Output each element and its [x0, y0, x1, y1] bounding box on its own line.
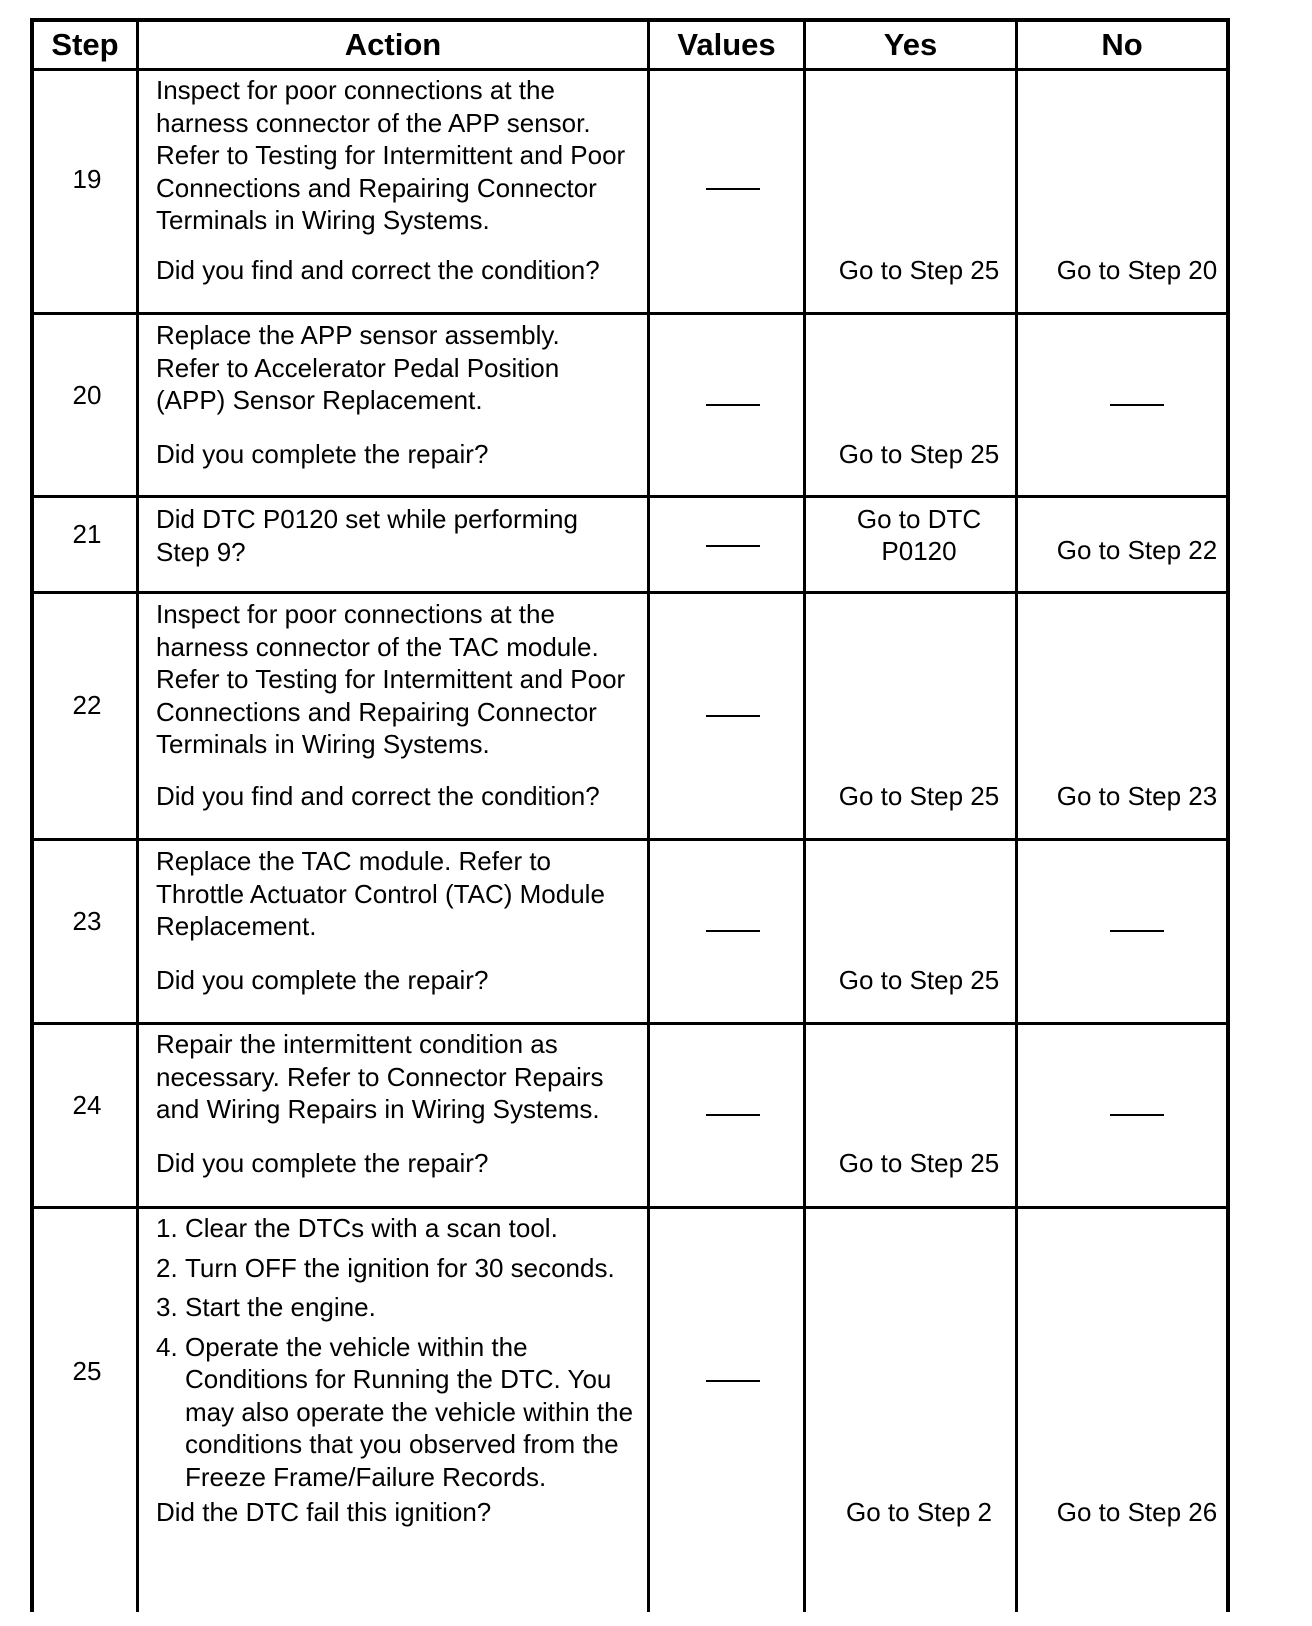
yes-result: Go to Step 25 — [838, 965, 1000, 995]
step-number: 20 — [72, 379, 102, 410]
values-empty-dash — [706, 1114, 760, 1116]
no-result: Go to Step 26 — [1056, 1497, 1218, 1527]
yes-result: Go to Step 25 — [838, 255, 1000, 285]
action-question: Did you find and correct the condition? — [156, 255, 600, 285]
action-question: Did you find and correct the condition? — [156, 781, 600, 811]
yes-result: Go to Step 25 — [838, 439, 1000, 469]
yes-result: Go to Step 25 — [838, 781, 1000, 811]
row-divider — [30, 591, 1230, 594]
action-question: Did the DTC fail this ignition? — [156, 1497, 492, 1527]
list-item: 1. Clear the DTCs with a scan tool. — [156, 1213, 558, 1243]
action-text: Repair the intermittent condition as necessary. Refer to Connector Repairs and Wiring Repairs in Wiring Systems. — [156, 1029, 604, 1124]
header-no: No — [1101, 27, 1143, 62]
row-divider — [30, 495, 1230, 498]
yes-result: Go to Step 25 — [838, 1148, 1000, 1178]
header-step: Step — [51, 27, 119, 62]
row-divider — [30, 312, 1230, 315]
header-values: Values — [677, 27, 776, 62]
column-divider — [803, 18, 806, 1612]
action-text: Replace the APP sensor assembly. Refer to Accelerator Pedal Position (APP) Sensor Replacement. — [156, 320, 560, 415]
action-question: Did you complete the repair? — [156, 965, 489, 995]
action-question: Did you complete the repair? — [156, 1148, 489, 1178]
yes-result: Go to Step 2 — [846, 1497, 992, 1527]
values-empty-dash — [706, 930, 760, 932]
no-result: Go to Step 20 — [1056, 255, 1218, 285]
list-item: 4. Operate the vehicle within the Conditions for Running the DTC. You may also operate the vehicle within the conditions that you observed from the Freeze Frame/Failure Records. — [156, 1331, 634, 1492]
step-number: 25 — [72, 1355, 102, 1386]
action-text: Replace the TAC module. Refer to Throttle Actuator Control (TAC) Module Replacement. — [156, 846, 605, 941]
values-empty-dash — [706, 715, 760, 717]
values-empty-dash — [706, 188, 760, 190]
no-result: Go to Step 22 — [1056, 535, 1218, 565]
values-empty-dash — [706, 545, 760, 547]
action-text: Inspect for poor connections at the harness connector of the TAC module. Refer to Testing for Intermittent and Poor Connections and Repairing Connector Terminals in Wiring Systems. — [156, 599, 626, 759]
action-text: Inspect for poor connections at the harness connector of the APP sensor. Refer to Testing for Intermittent and Poor Connections and Repairing Connector Terminals in Wiring Systems. — [156, 75, 626, 235]
step-number: 24 — [72, 1089, 102, 1120]
step-number: 22 — [72, 689, 102, 720]
list-item: 2. Turn OFF the ignition for 30 seconds. — [156, 1252, 615, 1283]
values-empty-dash — [706, 1380, 760, 1382]
values-empty-dash — [706, 404, 760, 406]
no-empty-dash — [1110, 930, 1164, 932]
no-result: Go to Step 23 — [1056, 781, 1218, 811]
list-item: 3. Start the engine. — [156, 1292, 376, 1322]
action-text: Did DTC P0120 set while performing Step 9? — [156, 504, 578, 567]
yes-result: Go to DTC P0120 — [856, 504, 982, 566]
action-question: Did you complete the repair? — [156, 439, 489, 469]
header-action: Action — [344, 27, 442, 62]
row-divider — [30, 1022, 1230, 1025]
row-divider — [30, 838, 1230, 841]
header-yes: Yes — [883, 27, 938, 62]
header-divider — [30, 68, 1230, 71]
step-number: 23 — [72, 905, 102, 936]
no-empty-dash — [1110, 1114, 1164, 1116]
row-divider — [30, 1206, 1230, 1209]
step-number: 19 — [72, 163, 102, 194]
step-number: 21 — [72, 518, 102, 549]
action-list — [156, 1212, 636, 1500]
no-empty-dash — [1110, 404, 1164, 406]
